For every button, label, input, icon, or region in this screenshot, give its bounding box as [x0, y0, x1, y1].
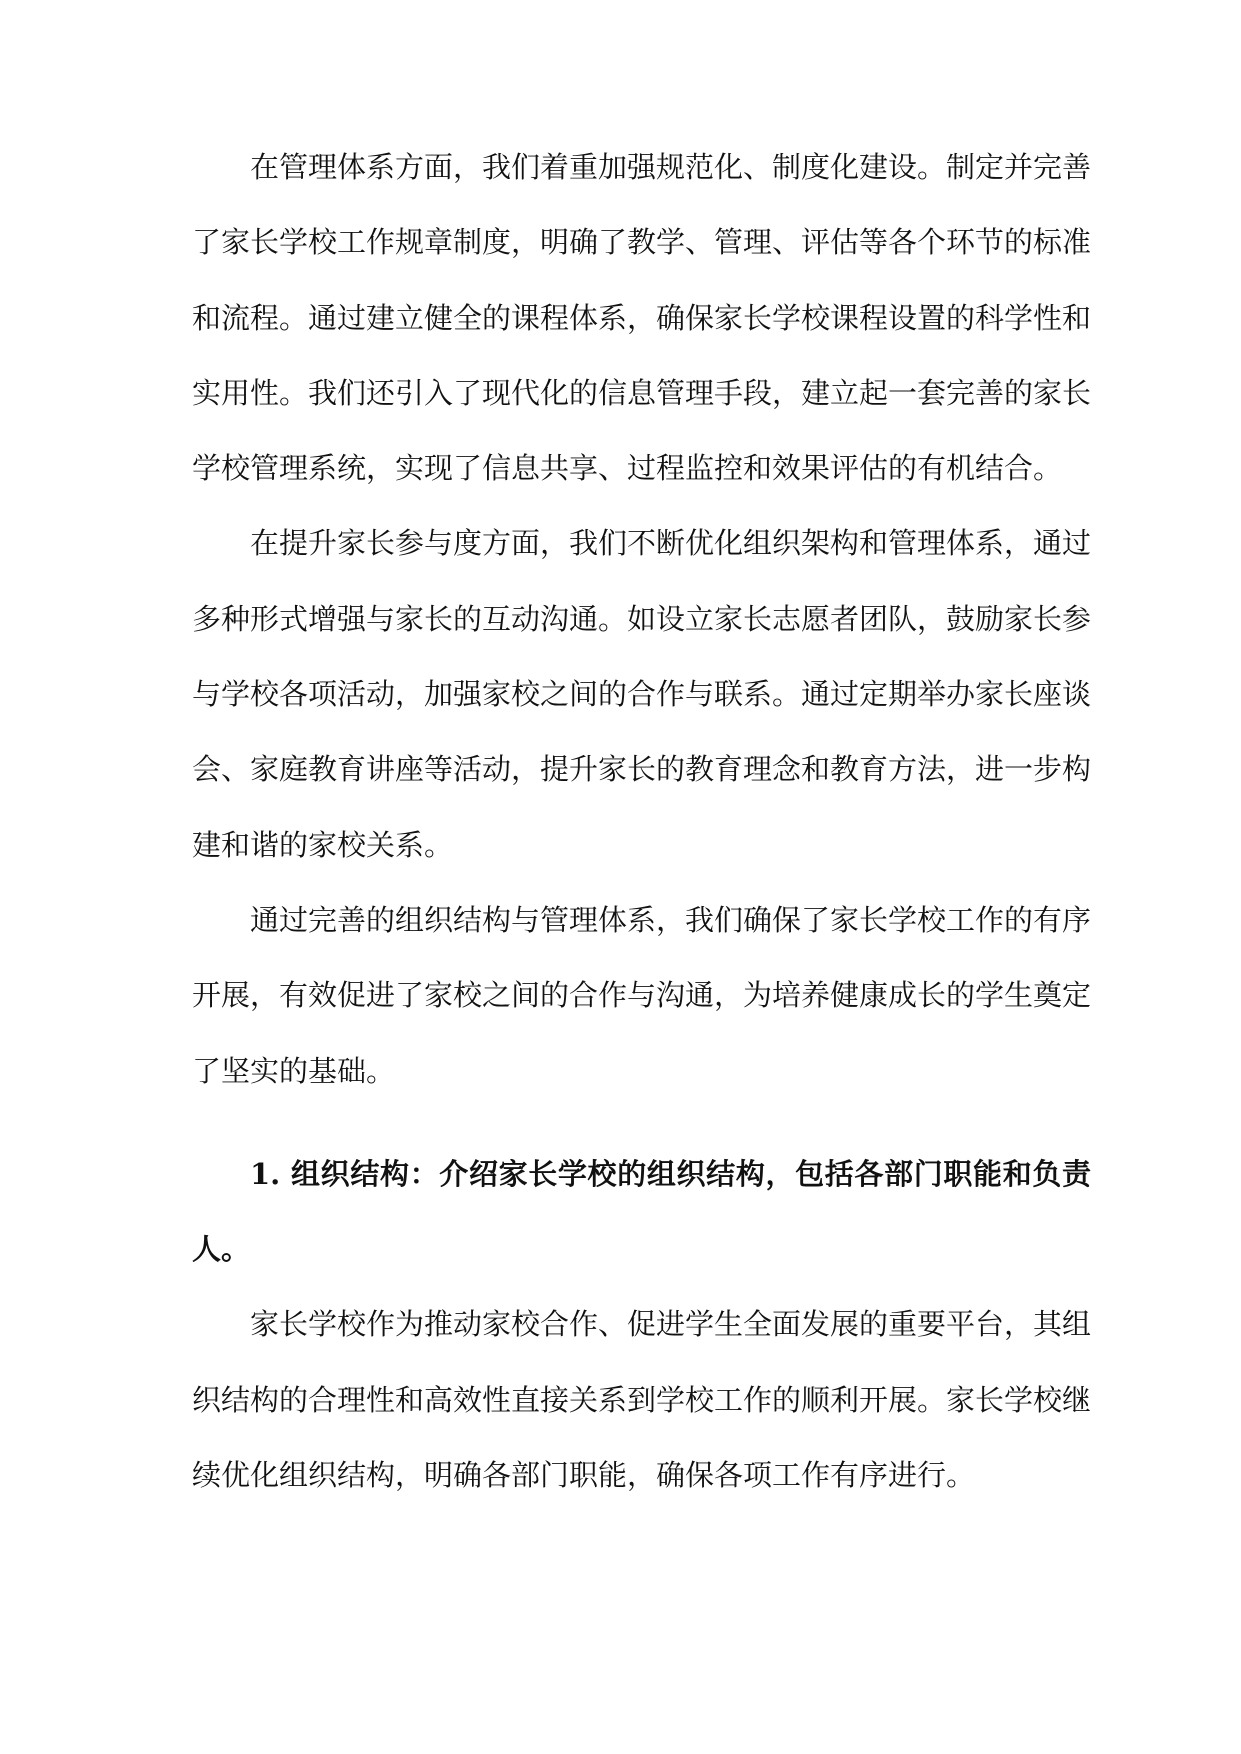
paragraph-conclusion: 通过完善的组织结构与管理体系，我们确保了家长学校工作的有序开展，有效促进了家校之间的合作与沟通，为培养健康成长的学生奠定了坚实的基础。 [192, 902, 1092, 1088]
paragraph-organization-intro: 家长学校作为推动家校合作、促进学生全面发展的重要平台，其组织结构的合理性和高效性直接关系到学校工作的顺利开展。家长学校继续优化组织结构，明确各部门职能，确保各项工作有序进行。 [192, 1307, 1092, 1493]
paragraph-management-system: 在管理体系方面，我们着重加强规范化、制度化建设。制定并完善了家长学校工作规章制度，明确了教学、管理、评估等各个环节的标准和流程。通过建立健全的课程体系，确保家长学校课程设置的科学性和实用性。我们还引入了现代化的信息管理手段，建立起一套完善的家长学校管理系统，实现了信息共享、过程监控和效果评估的有机结合。 [192, 150, 1092, 486]
paragraph-parent-participation: 在提升家长参与度方面，我们不断优化组织架构和管理体系，通过多种形式增强与家长的互动沟通。如设立家长志愿者团队，鼓励家长参与学校各项活动，加强家校之间的合作与联系。通过定期举办家长座谈会、家庭教育讲座等活动，提升家长的教育理念和教育方法，进一步构建和谐的家校关系。 [192, 526, 1092, 862]
section-heading-organization-structure: 1. 组织结构：介绍家长学校的组织结构，包括各部门职能和负责人。 [192, 1156, 1091, 1267]
